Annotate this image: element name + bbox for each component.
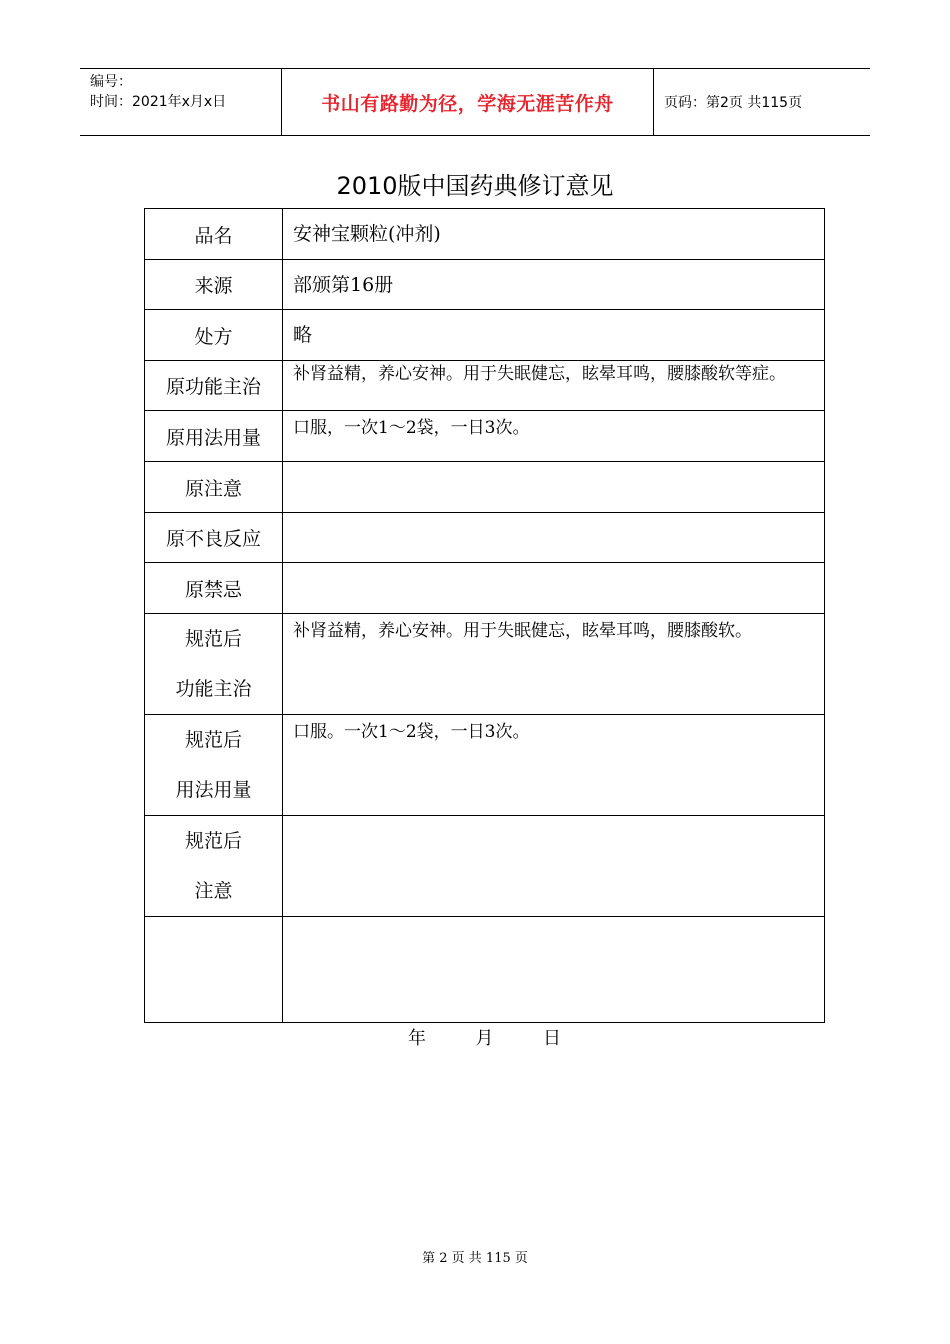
page-footer: 第 2 页 共 115 页: [422, 1251, 528, 1266]
row-label: [145, 917, 283, 1023]
date-line: [408, 1024, 561, 1050]
revision-form-table: [144, 208, 825, 1023]
table-row: [145, 361, 825, 411]
row-label-line2: 注意: [194, 880, 233, 902]
table-row: [145, 209, 825, 260]
table-row: [145, 614, 825, 715]
row-value: [283, 513, 825, 563]
document-title: 2010版中国药典修订意见: [336, 172, 614, 200]
row-label: 品名: [145, 209, 283, 260]
page-header: [80, 68, 870, 136]
row-label: 处方: [145, 310, 283, 361]
row-label-line1: 规范后: [184, 628, 242, 650]
time-label: 时间：2021年x月x日: [90, 94, 227, 110]
row-label-line1: 规范后: [184, 729, 242, 751]
row-value: [283, 462, 825, 513]
table-row: [145, 715, 825, 816]
row-label: 原不良反应: [145, 513, 283, 563]
row-value: 补肾益精，养心安神。用于失眠健忘，眩晕耳鸣，腰膝酸软。: [283, 614, 825, 715]
row-value: 补肾益精，养心安神。用于失眠健忘，眩晕耳鸣，腰膝酸软等症。: [283, 361, 825, 411]
table-row: [145, 917, 825, 1023]
row-value: 口服。一次1～2袋，一日3次。: [283, 715, 825, 816]
serial-label: 编号：: [90, 74, 132, 90]
row-label: 原功能主治: [145, 361, 283, 411]
date-month: 月: [475, 1028, 494, 1049]
header-meta: [80, 69, 282, 135]
table-row: [145, 816, 825, 917]
row-label: [145, 614, 283, 715]
table-row: [145, 563, 825, 614]
row-value: [283, 563, 825, 614]
row-label: [145, 715, 283, 816]
table-row: [145, 310, 825, 361]
date-year: 年: [408, 1028, 426, 1049]
table-row: [145, 260, 825, 310]
row-value: 部颁第16册: [283, 260, 825, 310]
table-row: [145, 462, 825, 513]
header-motto: 书山有路勤为径，学海无涯苦作舟: [282, 69, 654, 135]
row-label-line2: 功能主治: [175, 678, 252, 700]
row-value: [283, 917, 825, 1023]
table-row: [145, 411, 825, 462]
row-value: 略: [283, 310, 825, 361]
row-value: [283, 816, 825, 917]
row-label-line2: 用法用量: [175, 779, 252, 801]
row-label: [145, 816, 283, 917]
row-label: 原用法用量: [145, 411, 283, 462]
row-value: 口服，一次1～2袋，一日3次。: [283, 411, 825, 462]
row-label: 原禁忌: [145, 563, 283, 614]
row-label: 来源: [145, 260, 283, 310]
row-label-line1: 规范后: [184, 830, 242, 852]
row-label: 原注意: [145, 462, 283, 513]
table-row: [145, 513, 825, 563]
header-page-info: 页码：第2页 共115页: [664, 95, 803, 111]
row-value: 安神宝颗粒(冲剂): [283, 209, 825, 260]
date-day: 日: [542, 1028, 561, 1049]
